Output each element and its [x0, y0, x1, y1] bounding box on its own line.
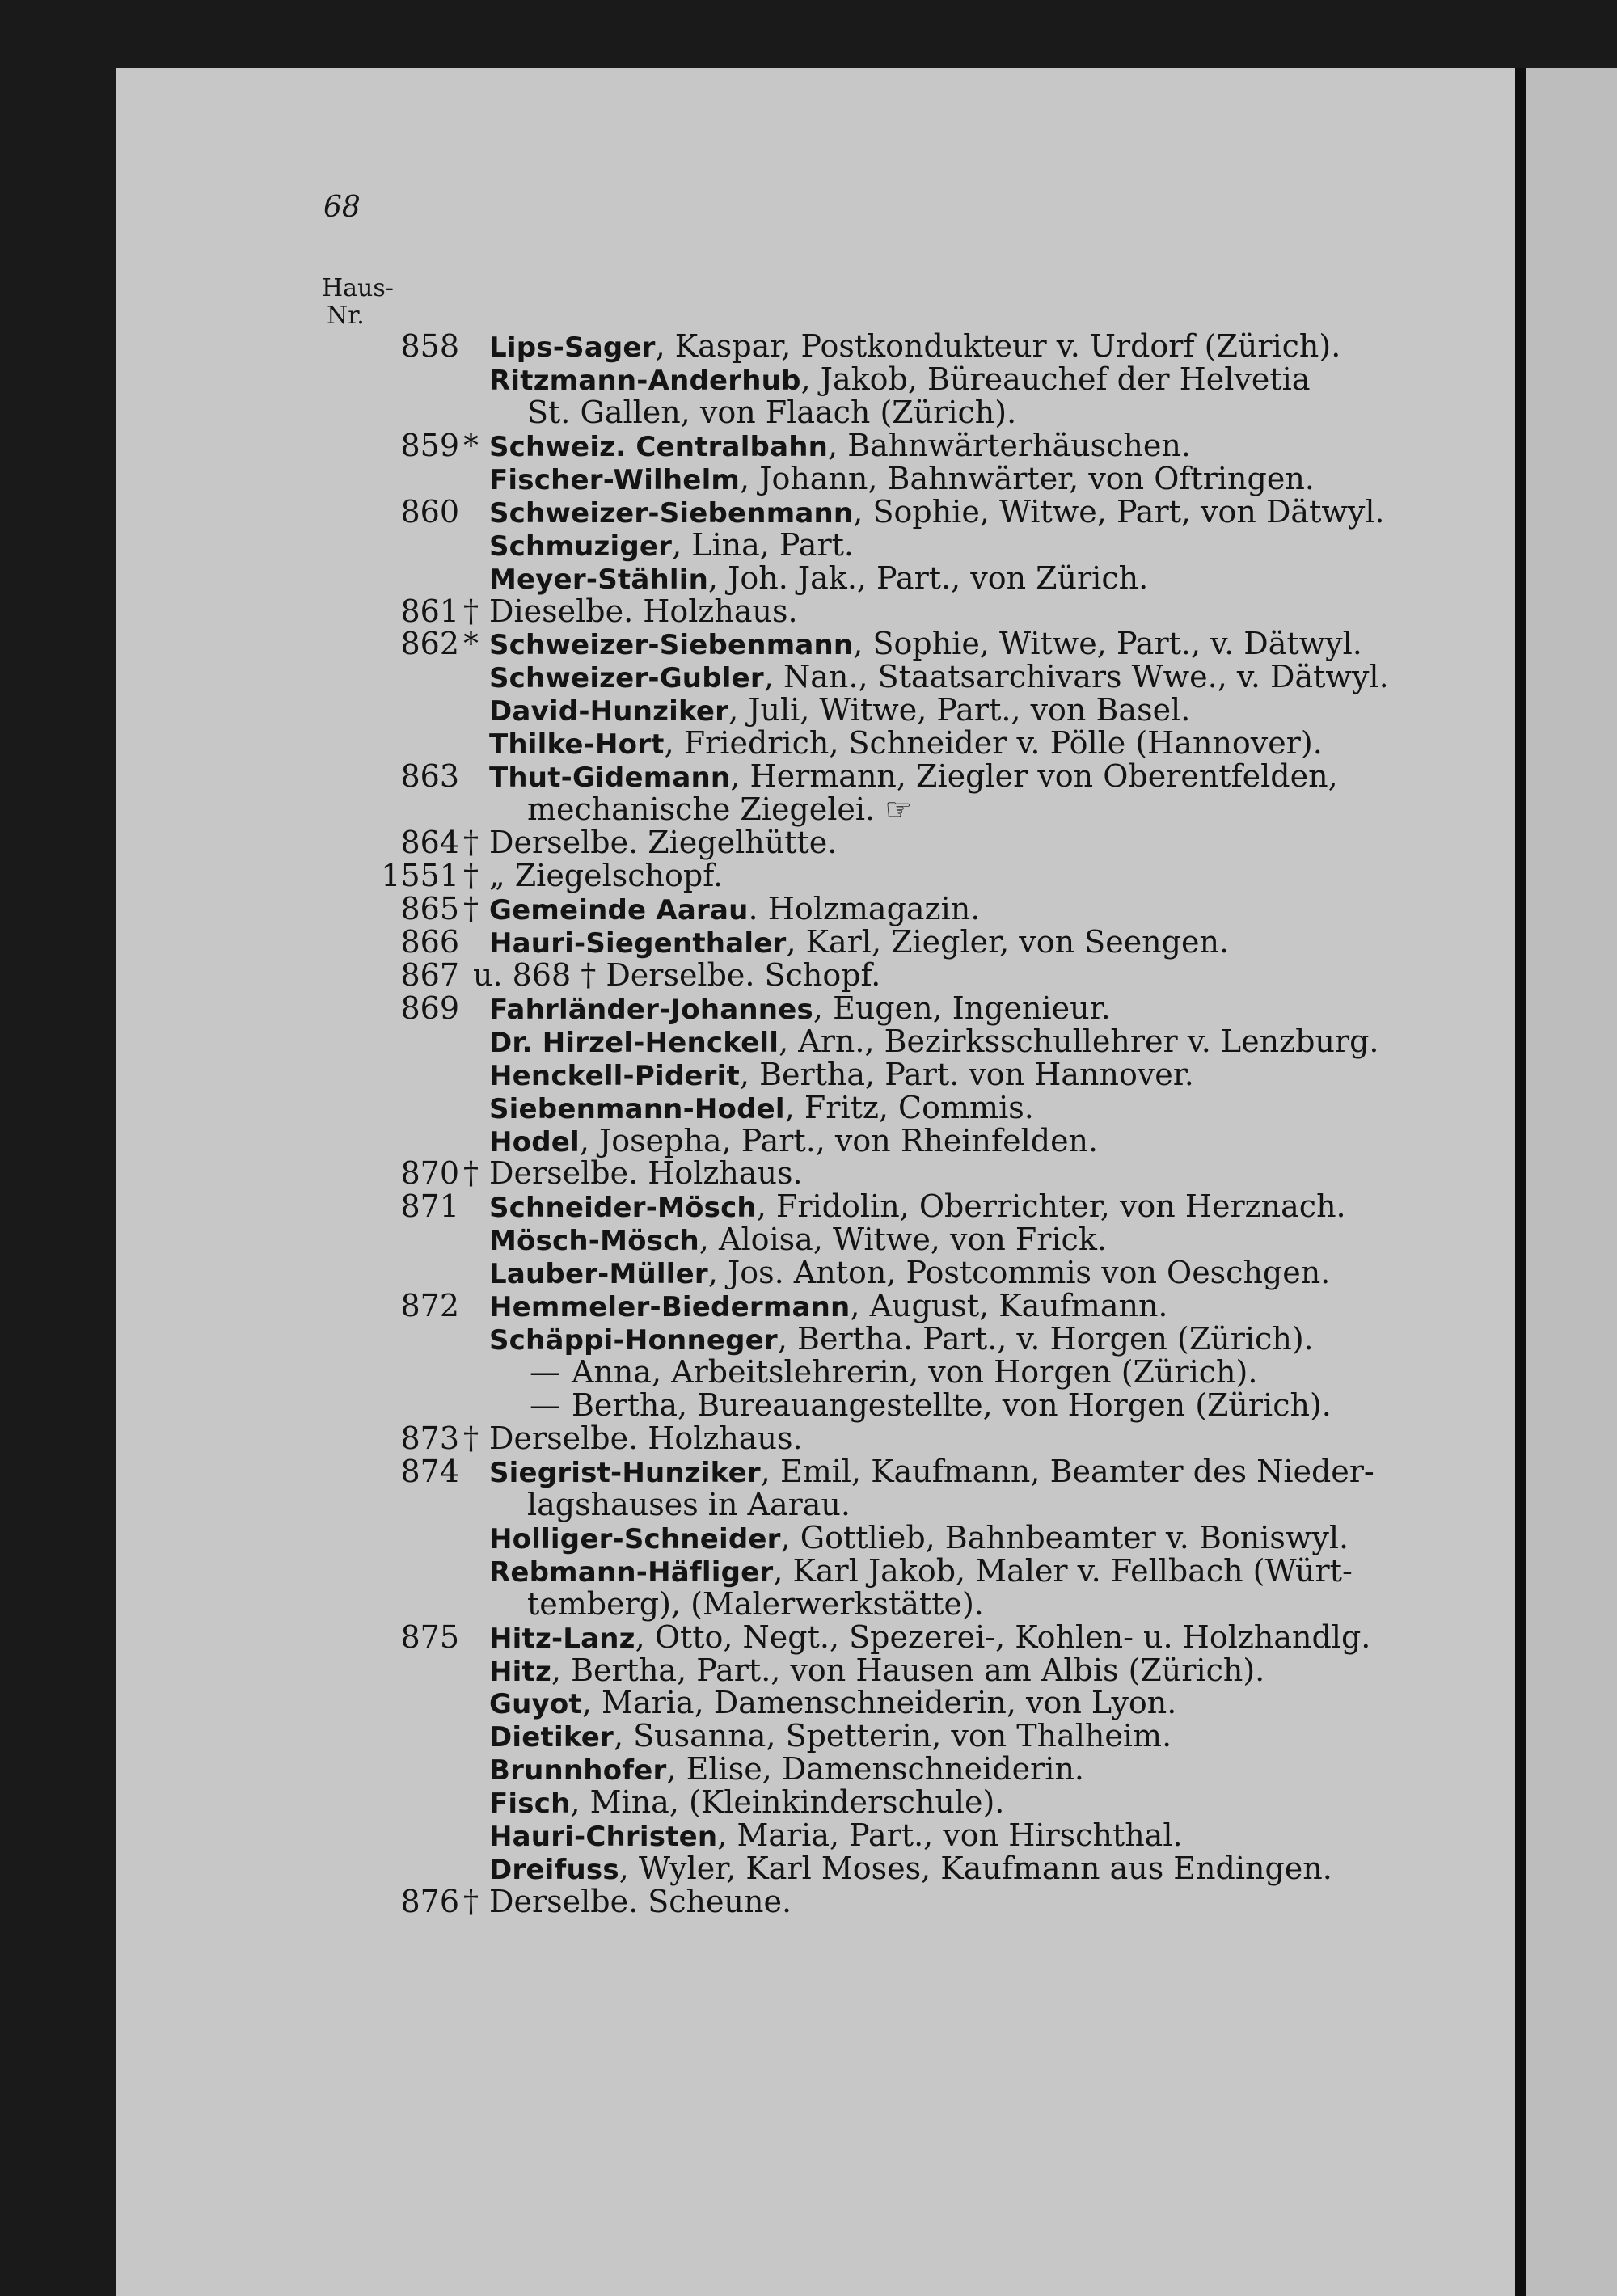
entry-details: , August, Kaufmann.: [850, 1288, 1168, 1324]
entry-text: [489, 1256, 1330, 1291]
entry-text: [489, 1686, 1176, 1721]
entry-row: [0, 1122, 1617, 1159]
entry-details: „ Ziegelschopf.: [489, 858, 724, 893]
resident-name: Dietiker: [489, 1721, 614, 1754]
entry-row: [0, 1519, 1617, 1555]
entry-text: [489, 826, 837, 859]
entry-text: [489, 1552, 1353, 1589]
resident-name: Hodel: [489, 1125, 580, 1159]
entry-row: [0, 1654, 1617, 1687]
house-number: 875: [400, 1619, 459, 1655]
entry-details: , Bertha, Part., von Hausen am Albis (Zürich).: [551, 1652, 1265, 1688]
entry-row: [0, 1720, 1617, 1753]
entry-text: [489, 627, 1362, 662]
address-entries: [0, 330, 1617, 1918]
entry-mark: †: [463, 825, 479, 861]
resident-name: Holliger-Schneider: [489, 1522, 781, 1555]
entry-details: , Gottlieb, Bahnbeamter v. Boniswyl.: [780, 1519, 1349, 1555]
entry-details: , Juli, Witwe, Part., von Basel.: [728, 692, 1191, 728]
entry-details: , Fritz, Commis.: [784, 1089, 1034, 1125]
entry-row: [0, 1585, 1617, 1622]
entry-text: [489, 859, 723, 893]
resident-name: Mösch-Mösch: [489, 1225, 699, 1258]
entry-row: [0, 992, 1617, 1025]
entry-row: [0, 661, 1617, 694]
entry-row: [0, 526, 1617, 563]
entry-text: [489, 330, 1340, 365]
entry-text: [530, 1389, 1332, 1422]
entry-details: , Josepha, Part., von Rheinfelden.: [579, 1122, 1099, 1159]
entry-text: [489, 1157, 803, 1190]
entry-row: [0, 1819, 1617, 1852]
entry-details: , Arn., Bezirksschullehrer v. Lenzburg.: [779, 1023, 1379, 1059]
entry-text: [489, 1223, 1107, 1258]
house-number: 870: [400, 1155, 459, 1192]
entry-row: [0, 1753, 1617, 1786]
entry-details: , Karl, Ziegler, von Seengen.: [786, 923, 1230, 960]
entry-row: [0, 1256, 1617, 1289]
resident-name: Guyot: [489, 1688, 582, 1721]
entry-text: [489, 1455, 1374, 1490]
entry-text: [489, 1786, 1004, 1821]
entry-row: [0, 1356, 1617, 1389]
entry-text: [489, 1190, 1346, 1225]
entry-details: , Hermann, Ziegler von Oberentfelden,: [730, 758, 1338, 795]
resident-name: Lauber-Müller: [489, 1258, 708, 1291]
resident-name: Schmuziger: [489, 530, 673, 563]
page-number: 68: [323, 191, 361, 224]
entry-row: [0, 1223, 1617, 1256]
resident-name: Hitz-Lanz: [489, 1622, 635, 1655]
entry-row: [0, 694, 1617, 727]
entry-row: [0, 1025, 1617, 1058]
entry-text: [489, 429, 1191, 464]
entry-details: , Sophie, Witwe, Part., v. Dätwyl.: [853, 626, 1362, 662]
resident-name: Schneider-Mösch: [489, 1192, 757, 1225]
entry-mark: †: [463, 593, 479, 629]
entry-details: , Jos. Anton, Postcommis von Oeschgen.: [707, 1255, 1331, 1291]
entry-row: [0, 493, 1617, 530]
entry-row: [0, 1455, 1617, 1488]
entry-mark: †: [463, 1155, 479, 1192]
entry-row: [0, 1190, 1617, 1223]
entry-text: [489, 1122, 1099, 1159]
column-header-line: Nr.: [327, 302, 365, 330]
entry-row: [0, 793, 1617, 826]
resident-name: Thilke-Hort: [489, 728, 665, 762]
entry-text: [489, 992, 1111, 1027]
entry-text: [527, 1488, 851, 1522]
entry-mark: †: [463, 858, 479, 893]
entry-details: , Lina, Part.: [672, 526, 854, 563]
entry-row: [0, 1552, 1617, 1589]
resident-name: Henckell-Piderit: [489, 1059, 740, 1092]
entry-row: [0, 1686, 1617, 1720]
entry-details: , Joh. Jak., Part., von Zürich.: [708, 559, 1149, 596]
entry-details: , Mina, (Kleinkinderschule).: [570, 1784, 1005, 1821]
house-number: 871: [400, 1188, 459, 1225]
house-number: 859: [400, 427, 459, 463]
entry-text: [489, 559, 1149, 597]
entry-row: [0, 890, 1617, 926]
entry-row: [0, 1389, 1617, 1422]
entry-details: . Holzmagazin.: [748, 890, 981, 926]
entry-details: Anna, Arbeitslehrerin, von Horgen (Zürich).: [572, 1354, 1258, 1391]
entry-text: [489, 727, 1323, 762]
entry-row: [0, 1289, 1617, 1323]
entry-text: [489, 1422, 803, 1455]
entry-row: [0, 760, 1617, 793]
entry-row: [0, 956, 1617, 993]
entry-details: Bertha, Bureauangestellte, von Horgen (Zürich).: [572, 1387, 1332, 1423]
entry-row: [0, 826, 1617, 859]
entry-details: , Wyler, Karl Moses, Kaufmann aus Endingen.: [619, 1851, 1332, 1887]
resident-name: Gemeinde Aarau: [489, 893, 749, 926]
entry-row: [0, 1885, 1617, 1918]
entry-details: , Elise, Damenschneiderin.: [666, 1751, 1085, 1787]
entry-row: [0, 559, 1617, 596]
entry-details: , Sophie, Witwe, Part, von Dätwyl.: [853, 493, 1385, 530]
entry-details: St. Gallen, von Flaach (Zürich).: [527, 394, 1017, 430]
entry-details: , Otto, Negt., Spezerei-, Kohlen- u. Holzhandlg.: [635, 1619, 1371, 1655]
entry-mark: †: [463, 890, 479, 926]
house-number: 864: [400, 825, 459, 861]
entry-row: [0, 429, 1617, 462]
entry-row: [0, 1852, 1617, 1885]
house-number: 858: [400, 328, 459, 364]
resident-name: Fahrländer-Johannes: [489, 993, 813, 1026]
resident-name: Schweizer-Siebenmann: [489, 496, 854, 530]
resident-name: Meyer-Stählin: [489, 563, 708, 596]
resident-name: Hitz: [489, 1655, 551, 1688]
entry-mark: *: [463, 427, 479, 463]
resident-name: Rebmann-Häfliger: [489, 1555, 774, 1589]
entry-row: [0, 1621, 1617, 1654]
entry-row: [0, 727, 1617, 760]
entry-details: , Jakob, Büreauchef der Helvetia: [800, 361, 1311, 397]
entry-row: [0, 859, 1617, 893]
entry-text: [527, 793, 912, 826]
entry-text: [489, 462, 1315, 497]
entry-details: , Nan., Staatsarchivars Wwe., v. Dätwyl.: [763, 659, 1389, 695]
resident-name: Hauri-Christen: [489, 1821, 718, 1854]
entry-text: [489, 1720, 1172, 1754]
resident-name: Siegrist-Hunziker: [489, 1456, 761, 1489]
house-number: 874: [400, 1453, 459, 1489]
entry-details: Derselbe. Ziegelhütte.: [489, 825, 838, 861]
entry-text: [489, 1654, 1264, 1689]
entry-details: , Bertha, Part. von Hannover.: [739, 1056, 1194, 1092]
entry-row: [0, 595, 1617, 628]
house-number: 863: [400, 758, 459, 795]
resident-name: Schweizer-Siebenmann: [489, 629, 854, 662]
entry-text: [489, 1091, 1034, 1126]
entry-text: [489, 1819, 1183, 1854]
house-number: 860: [400, 493, 459, 530]
resident-name: Dr. Hirzel-Henckell: [489, 1026, 779, 1059]
column-header-line: Haus-: [322, 274, 394, 302]
entry-details: Derselbe. Holzhaus.: [489, 1420, 803, 1456]
entry-row: [0, 1488, 1617, 1522]
ditto-dash: —: [530, 1354, 560, 1391]
entry-details: , Maria, Damenschneiderin, von Lyon.: [581, 1685, 1177, 1721]
house-number: 1551: [381, 858, 459, 893]
entry-text: [489, 1621, 1370, 1656]
entry-mark: †: [463, 1420, 479, 1456]
entry-text: [489, 661, 1389, 695]
entry-text: [489, 1753, 1084, 1787]
entry-details: Dieselbe. Holzhaus.: [489, 593, 798, 629]
entry-text: [489, 1519, 1349, 1556]
resident-name: Hemmeler-Biedermann: [489, 1291, 851, 1324]
entry-text: [489, 890, 981, 927]
entry-details: , Kaspar, Postkondukteur v. Urdorf (Zürich).: [655, 328, 1341, 364]
resident-name: Siebenmann-Hodel: [489, 1092, 785, 1125]
entry-details: , Karl Jakob, Maler v. Fellbach (Würt-: [773, 1552, 1353, 1589]
entry-mark: *: [463, 626, 479, 662]
house-number: 876: [400, 1884, 459, 1920]
entry-details: , Eugen, Ingenieur.: [813, 990, 1111, 1026]
house-number: 865: [400, 890, 459, 926]
resident-name: Schweiz. Centralbahn: [489, 430, 829, 463]
entry-mark: †: [463, 1884, 479, 1920]
resident-name: Thut-Gidemann: [489, 762, 731, 795]
entry-row: [0, 396, 1617, 429]
resident-name: David-Hunziker: [489, 695, 729, 728]
entry-details: , Bertha. Part., v. Horgen (Zürich).: [777, 1321, 1314, 1357]
entry-text: [489, 694, 1190, 728]
entry-details: Derselbe. Scheune.: [489, 1884, 792, 1920]
entry-text: [489, 923, 1230, 960]
entry-text: [489, 595, 798, 628]
entry-text: [527, 1585, 984, 1622]
entry-text: [527, 396, 1016, 429]
entry-details: mechanische Ziegelei. ☞: [527, 791, 913, 828]
entry-details: , Friedrich, Schneider v. Pölle (Hannover).: [664, 725, 1323, 762]
house-number: 872: [400, 1288, 459, 1324]
entry-text: [489, 1885, 792, 1918]
entry-row: [0, 363, 1617, 396]
entry-row: [0, 923, 1617, 960]
resident-name: Fischer-Wilhelm: [489, 463, 741, 496]
entry-row: [0, 1157, 1617, 1190]
entry-details: , Johann, Bahnwärter, von Oftringen.: [740, 460, 1315, 496]
entry-text: [489, 1058, 1194, 1093]
entry-text: [489, 1025, 1379, 1060]
entry-details: u. 868 † Derselbe. Schopf.: [473, 956, 881, 993]
ditto-dash: —: [530, 1387, 560, 1423]
entry-text: [489, 526, 854, 563]
entry-details: Derselbe. Holzhaus.: [489, 1155, 803, 1192]
entry-row: [0, 330, 1617, 363]
entry-details: , Maria, Part., von Hirschthal.: [717, 1817, 1183, 1854]
house-number: 873: [400, 1420, 459, 1456]
entry-row: [0, 462, 1617, 496]
entry-text: [530, 1356, 1257, 1389]
entry-row: [0, 1058, 1617, 1091]
entry-row: [0, 1422, 1617, 1455]
entry-text: [473, 956, 881, 993]
resident-name: Hauri-Siegenthaler: [489, 926, 787, 960]
entry-row: [0, 1323, 1617, 1356]
house-number: 866: [400, 923, 459, 960]
house-number: 867: [400, 956, 459, 993]
resident-name: Dreifuss: [489, 1854, 619, 1887]
resident-name: Ritzmann-Anderhub: [489, 364, 801, 397]
resident-name: Lips-Sager: [489, 331, 656, 364]
entry-details: , Bahnwärterhäuschen.: [828, 427, 1191, 463]
house-number: 861: [400, 593, 459, 629]
resident-name: Schäppi-Honneger: [489, 1324, 778, 1357]
entry-text: [489, 1289, 1168, 1324]
entry-text: [489, 1323, 1314, 1357]
entry-row: [0, 1786, 1617, 1819]
entry-details: , Emil, Kaufmann, Beamter des Nieder-: [760, 1453, 1374, 1489]
column-header: [322, 275, 394, 330]
entry-details: lagshauses in Aarau.: [527, 1486, 851, 1522]
house-number: 869: [400, 990, 459, 1026]
entry-text: [489, 363, 1311, 398]
entry-details: temberg), (Malerwerkstätte).: [527, 1585, 984, 1622]
entry-details: , Susanna, Spetterin, von Thalheim.: [613, 1718, 1172, 1754]
entry-details: , Aloisa, Witwe, von Frick.: [699, 1222, 1107, 1258]
resident-name: Fisch: [489, 1787, 571, 1821]
entry-row: [0, 1091, 1617, 1125]
entry-text: [489, 760, 1338, 795]
entry-text: [489, 1852, 1332, 1887]
resident-name: Brunnhofer: [489, 1754, 667, 1787]
resident-name: Schweizer-Gubler: [489, 662, 764, 695]
entry-details: , Fridolin, Oberrichter, von Herznach.: [756, 1188, 1346, 1225]
house-number: 862: [400, 626, 459, 662]
entry-row: [0, 627, 1617, 661]
entry-text: [489, 493, 1385, 530]
